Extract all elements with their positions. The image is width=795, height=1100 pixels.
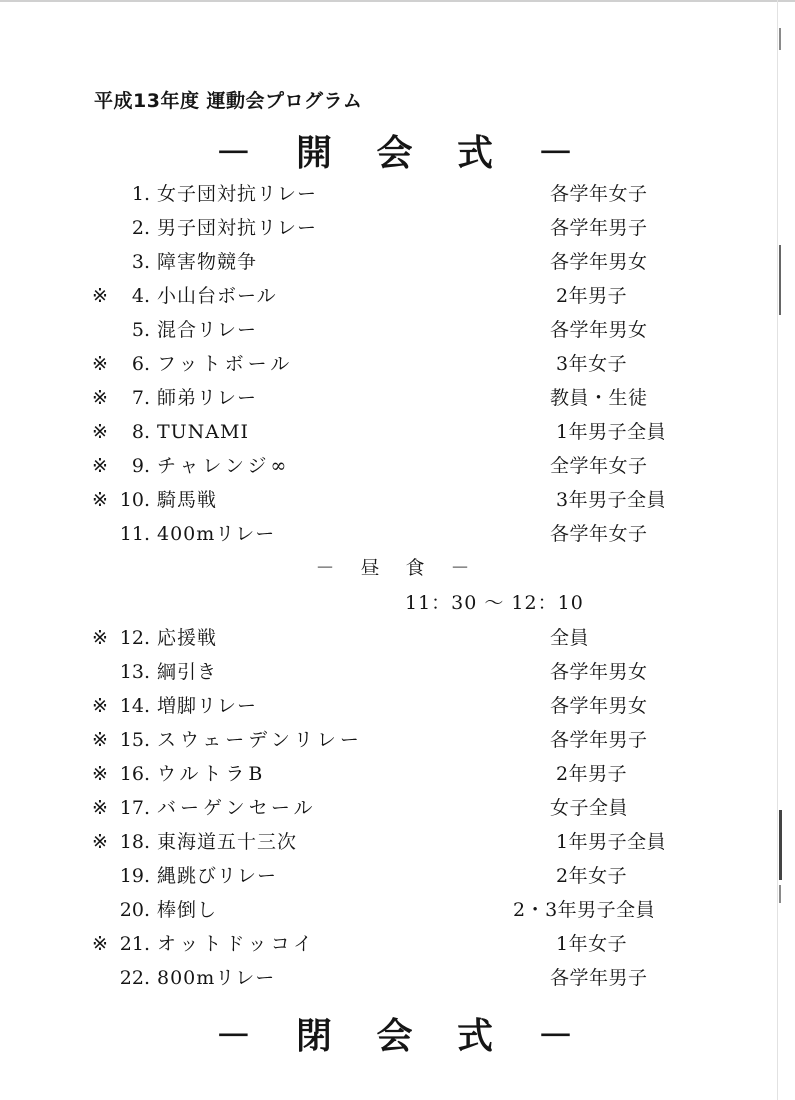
event-participants: 2年男子	[556, 763, 628, 785]
event-number: 17.	[119, 797, 150, 819]
highlight-mark: ※	[92, 387, 108, 409]
program-row	[0, 723, 795, 757]
event-number: 1.	[131, 183, 150, 205]
program-row	[0, 621, 795, 655]
program-row	[0, 825, 795, 859]
event-participants: 1年女子	[556, 933, 628, 955]
program-row	[0, 415, 795, 449]
event-participants: 各学年男子	[550, 217, 648, 239]
program-row	[0, 483, 795, 517]
program-row	[0, 381, 795, 415]
event-name: バーゲンセール	[157, 797, 317, 819]
event-participants: 各学年女子	[550, 523, 648, 545]
document-title: 平成13年度 運動会プログラム	[94, 90, 363, 112]
event-participants: 各学年男子	[550, 967, 648, 989]
event-name: フットボール	[157, 353, 294, 375]
program-row	[0, 279, 795, 313]
program-row	[0, 893, 795, 927]
event-name: 小山台ボール	[157, 285, 277, 307]
event-name: 女子団対抗リレー	[157, 183, 318, 205]
event-participants: 全学年女子	[550, 455, 648, 477]
event-name: 増脚リレー	[157, 695, 258, 717]
program-row	[0, 347, 795, 381]
event-participants: 2・3年男子全員	[513, 899, 656, 921]
closing-ceremony-heading: － 閉 会 式 －	[215, 1015, 590, 1057]
lunch-heading: － 昼 食 －	[315, 557, 480, 579]
highlight-mark: ※	[92, 627, 108, 649]
event-participants: 2年女子	[556, 865, 628, 887]
event-name: 騎馬戦	[157, 489, 218, 511]
event-participants: 各学年男子	[550, 729, 648, 751]
event-name: 応援戦	[157, 627, 218, 649]
event-number: 13.	[119, 661, 150, 683]
highlight-mark: ※	[92, 695, 108, 717]
event-name: TUNAMI	[157, 421, 249, 443]
event-participants: 各学年男女	[550, 319, 648, 341]
event-participants: 各学年男女	[550, 661, 648, 683]
event-number: 11.	[119, 523, 150, 545]
event-name: オットドッコイ	[157, 933, 317, 955]
event-number: 2.	[131, 217, 150, 239]
program-row	[0, 449, 795, 483]
lunch-time-row	[0, 585, 795, 621]
program-list	[0, 177, 795, 995]
event-number: 5.	[131, 319, 150, 341]
highlight-mark: ※	[92, 831, 108, 853]
program-row	[0, 757, 795, 791]
binding-mark	[779, 28, 781, 50]
program-row	[0, 517, 795, 551]
program-row	[0, 655, 795, 689]
event-name: チャレンジ∞	[157, 455, 291, 477]
page-top-edge	[0, 0, 795, 2]
event-participants: 3年女子	[556, 353, 628, 375]
highlight-mark: ※	[92, 763, 108, 785]
event-name: 棒倒し	[157, 899, 218, 921]
event-participants: 1年男子全員	[556, 421, 667, 443]
event-name: 東海道五十三次	[157, 831, 298, 853]
opening-ceremony-heading: － 開 会 式 －	[215, 132, 590, 174]
highlight-mark: ※	[92, 797, 108, 819]
program-row	[0, 961, 795, 995]
event-number: 15.	[119, 729, 150, 751]
highlight-mark: ※	[92, 489, 108, 511]
event-name: 障害物競争	[157, 251, 258, 273]
event-participants: 1年男子全員	[556, 831, 667, 853]
event-participants: 各学年女子	[550, 183, 648, 205]
event-participants: 各学年男女	[550, 695, 648, 717]
event-number: 4.	[131, 285, 150, 307]
event-name: スウェーデンリレー	[157, 729, 363, 751]
highlight-mark: ※	[92, 421, 108, 443]
event-number: 19.	[119, 865, 150, 887]
event-name: 混合リレー	[157, 319, 258, 341]
event-name: 800mリレー	[157, 967, 276, 989]
lunch-time: 11：30 ～ 12：10	[405, 592, 584, 614]
highlight-mark: ※	[92, 285, 108, 307]
event-number: 16.	[119, 763, 150, 785]
event-participants: 2年男子	[556, 285, 628, 307]
program-row	[0, 177, 795, 211]
event-number: 9.	[131, 455, 150, 477]
event-number: 18.	[119, 831, 150, 853]
event-name: 男子団対抗リレー	[157, 217, 318, 239]
program-row	[0, 313, 795, 347]
program-row	[0, 791, 795, 825]
event-number: 20.	[119, 899, 150, 921]
program-row	[0, 211, 795, 245]
event-number: 7.	[131, 387, 150, 409]
highlight-mark: ※	[92, 729, 108, 751]
event-name: 400mリレー	[157, 523, 276, 545]
event-name: 師弟リレー	[157, 387, 258, 409]
event-number: 3.	[131, 251, 150, 273]
program-row	[0, 245, 795, 279]
event-number: 8.	[131, 421, 150, 443]
event-number: 10.	[119, 489, 150, 511]
event-participants: 3年男子全員	[556, 489, 667, 511]
event-name: 綱引き	[157, 661, 218, 683]
highlight-mark: ※	[92, 353, 108, 375]
event-name: 縄跳びリレー	[157, 865, 278, 887]
event-number: 12.	[119, 627, 150, 649]
program-row	[0, 689, 795, 723]
event-number: 6.	[131, 353, 150, 375]
event-number: 21.	[119, 933, 150, 955]
event-participants: 全員	[550, 627, 590, 649]
event-participants: 女子全員	[550, 797, 629, 819]
highlight-mark: ※	[92, 455, 108, 477]
event-participants: 各学年男女	[550, 251, 648, 273]
event-number: 22.	[119, 967, 150, 989]
program-row	[0, 927, 795, 961]
event-name: ウルトラB	[157, 763, 267, 785]
event-participants: 教員・生徒	[550, 387, 648, 409]
program-row	[0, 859, 795, 893]
event-number: 14.	[119, 695, 150, 717]
highlight-mark: ※	[92, 933, 108, 955]
